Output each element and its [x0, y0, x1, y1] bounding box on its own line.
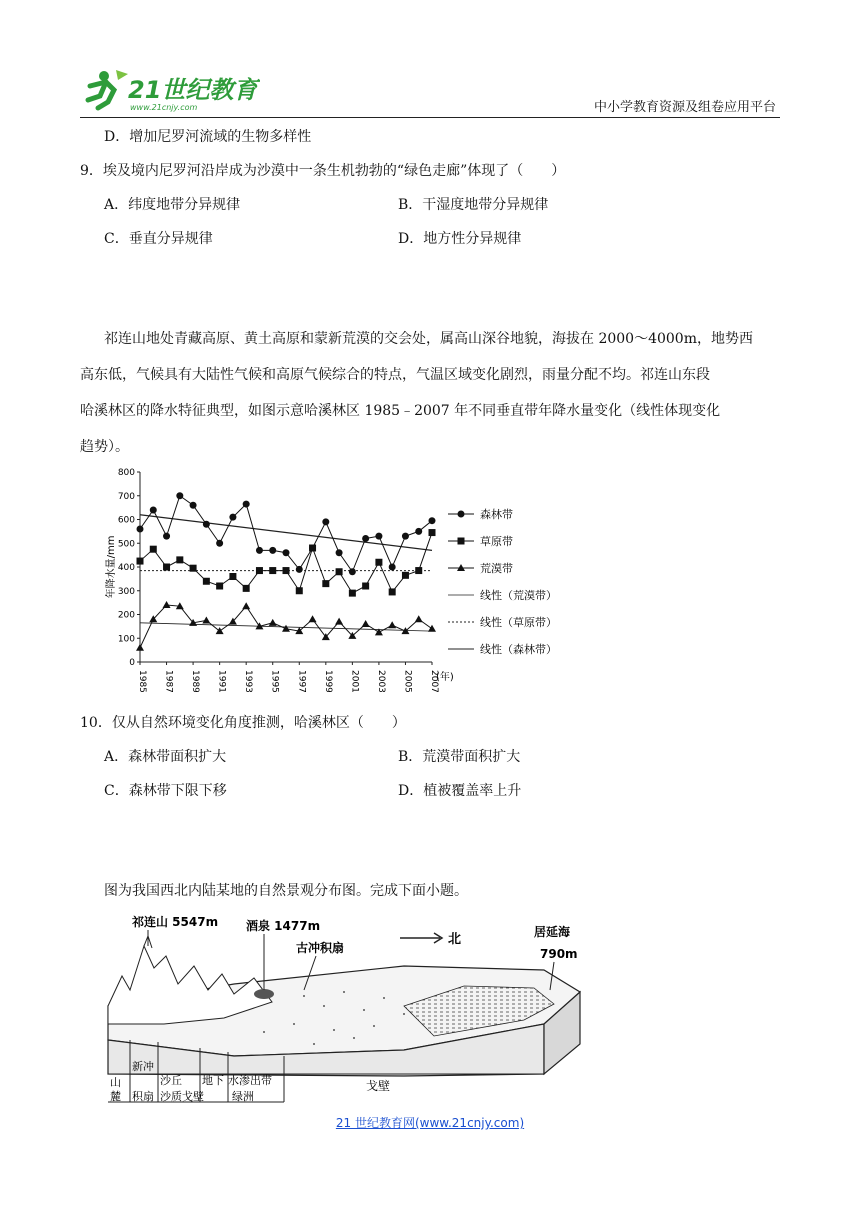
data-point [388, 621, 396, 628]
logo-url: www.21cnjy.com [130, 103, 198, 112]
data-point [150, 546, 157, 553]
data-point [415, 528, 422, 535]
data-point [229, 514, 236, 521]
site-logo [80, 66, 260, 114]
zone-5-top: 水渗出带 [228, 1074, 272, 1087]
y-tick-label: 400 [117, 563, 135, 573]
data-point [389, 588, 396, 595]
data-point [458, 511, 465, 518]
chart-svg [104, 462, 556, 692]
q10-stem: 10．仅从自然环境变化角度推测，哈溪林区（ ） [80, 715, 406, 731]
y-tick-label: 700 [117, 491, 135, 502]
trendline [140, 515, 432, 551]
data-point [362, 535, 369, 542]
series-line [140, 533, 432, 594]
data-point [428, 625, 436, 632]
zone-1-bottom: 麓 [110, 1090, 121, 1103]
data-point [402, 572, 409, 579]
zone-3-top: 沙丘 [160, 1074, 182, 1087]
x-tick-label: 2003 [375, 670, 386, 692]
data-point [283, 567, 290, 574]
data-point [203, 521, 210, 528]
data-point [336, 549, 343, 556]
legend-label: 线性（荒漠带） [480, 589, 556, 602]
q9-option-c: C．垂直分异规律 [104, 231, 213, 247]
data-point [415, 567, 422, 574]
data-point [349, 568, 356, 575]
data-point [163, 564, 170, 571]
data-point [242, 602, 250, 609]
zone-2-top: 新冲 [132, 1060, 154, 1073]
data-point [375, 533, 382, 540]
data-point [190, 502, 197, 509]
platform-name: 中小学教育资源及组卷应用平台 [593, 100, 776, 115]
footer-link[interactable]: 21 世纪教育网(www.21cnjy.com) [335, 1116, 525, 1130]
data-point [203, 578, 210, 585]
passage1-line2: 高东低，气候具有大陆性气候和高原气候综合的特点，气温区域变化剧烈，雨量分配不均。祁连山东段 [80, 367, 710, 383]
data-point [349, 590, 356, 597]
jiuquan-oasis [254, 989, 274, 999]
data-point [256, 547, 263, 554]
data-point [375, 559, 382, 566]
data-point [429, 529, 436, 536]
data-point [389, 564, 396, 571]
zone-6-top: 戈壁 [366, 1079, 391, 1093]
q10-option-a: A．森林带面积扩大 [104, 749, 227, 765]
x-tick-label: 1987 [163, 670, 174, 692]
data-point [296, 587, 303, 594]
q8-option-d: D．增加尼罗河流域的生物多样性 [104, 129, 312, 145]
legend-label: 森林带 [480, 508, 513, 521]
passage1-line3: 哈溪林区的降水特征典型，如图示意哈溪林区 1985﹣2007 年不同垂直带年降水量变化（线性体现变化 [80, 403, 721, 419]
x-tick-label: 1995 [269, 670, 280, 692]
data-point [269, 619, 277, 626]
data-point [402, 533, 409, 540]
q9-stem: 9．埃及境内尼罗河沿岸成为沙漠中一条生机勃勃的“绿色走廊”体现了（ ） [80, 163, 566, 179]
x-tick-label: 1999 [322, 670, 333, 692]
y-axis-label: 年降水量/mm [106, 535, 117, 599]
data-point [309, 615, 317, 622]
data-point [216, 627, 224, 634]
qilian-label: 祁连山 5547m [132, 915, 219, 929]
data-point [137, 558, 144, 565]
y-tick-label: 600 [117, 515, 135, 526]
data-point [137, 526, 144, 533]
legend-label: 荒漠带 [480, 562, 513, 575]
data-point [190, 565, 197, 572]
data-point [229, 573, 236, 580]
y-tick-label: 200 [117, 610, 135, 621]
passage1-line1: 祁连山地处青藏高原、黄土高原和蒙新荒漠的交会处，属高山深谷地貌，海拔在 2000～4000m，地势西 [104, 331, 753, 347]
data-point [429, 517, 436, 524]
data-point [202, 616, 210, 623]
data-point [176, 556, 183, 563]
data-point [336, 568, 343, 575]
series-line [140, 496, 432, 572]
data-point [243, 585, 250, 592]
data-point [269, 547, 276, 554]
data-point [296, 566, 303, 573]
y-tick-label: 500 [117, 539, 135, 550]
data-point [256, 567, 263, 574]
data-point [309, 545, 316, 552]
data-point [136, 644, 144, 651]
x-tick-label: 2007 [429, 670, 439, 692]
header-divider [80, 117, 780, 118]
data-point [335, 618, 343, 625]
legend-label: 线性（森林带） [480, 643, 556, 656]
data-point [362, 620, 370, 627]
zone-2-bottom: 积扇 [132, 1090, 154, 1103]
q10-option-b: B．荒漠带面积扩大 [398, 749, 521, 765]
data-point [163, 533, 170, 540]
x-tick-label: 1993 [243, 670, 254, 692]
data-point [415, 615, 423, 622]
data-point [150, 507, 157, 514]
zone-1-top: 山 [110, 1076, 121, 1089]
juyan-label: 居延海 [534, 925, 571, 939]
data-point [243, 501, 250, 508]
data-point [282, 625, 290, 632]
x-tick-label: 2005 [402, 670, 413, 692]
data-point [283, 549, 290, 556]
data-point [176, 492, 183, 499]
x-tick-label: 1991 [216, 670, 227, 692]
data-point [362, 583, 369, 590]
x-axis-unit: (年) [436, 672, 454, 683]
data-point [322, 580, 329, 587]
q9-option-a: A．纬度地带分异规律 [104, 197, 241, 213]
jiuquan-label: 酒泉 1477m [246, 919, 321, 933]
passage2-text: 图为我国西北内陆某地的自然景观分布图。完成下面小题。 [104, 883, 468, 899]
zone-5-bottom: 绿洲 [232, 1090, 254, 1103]
x-tick-label: 2001 [349, 670, 360, 692]
landscape-diagram [104, 906, 584, 1106]
legend-label: 草原带 [480, 535, 513, 548]
data-point [163, 601, 171, 608]
precipitation-chart [104, 462, 556, 692]
q9-option-d: D．地方性分异规律 [398, 231, 522, 247]
runner-icon [88, 70, 128, 108]
y-tick-label: 0 [129, 658, 135, 668]
y-tick-label: 300 [117, 586, 135, 597]
logo-text: 21世纪教育 [128, 76, 258, 104]
q10-option-c: C．森林带下限下移 [104, 783, 227, 799]
data-point [216, 540, 223, 547]
zone-3-bottom: 沙质戈壁 [160, 1090, 204, 1103]
zone-4-top: 地下 [202, 1074, 224, 1087]
x-tick-label: 1997 [296, 670, 307, 692]
north-label: 北 [448, 932, 462, 947]
y-tick-label: 100 [117, 634, 135, 645]
y-tick-label: 800 [117, 468, 135, 478]
q9-option-b: B．干湿度地带分异规律 [398, 197, 549, 213]
data-point [458, 538, 465, 545]
fan-label: 古冲积扇 [296, 941, 345, 955]
x-tick-label: 1985 [137, 670, 147, 692]
legend-label: 线性（草原带） [480, 616, 556, 629]
data-point [216, 583, 223, 590]
juyan-alt-label: 790m [540, 947, 578, 961]
data-point [322, 518, 329, 525]
data-point [269, 567, 276, 574]
x-tick-label: 1989 [190, 670, 201, 692]
passage1-line4: 趋势）。 [80, 439, 129, 455]
q10-option-d: D．植被覆盖率上升 [398, 783, 522, 799]
